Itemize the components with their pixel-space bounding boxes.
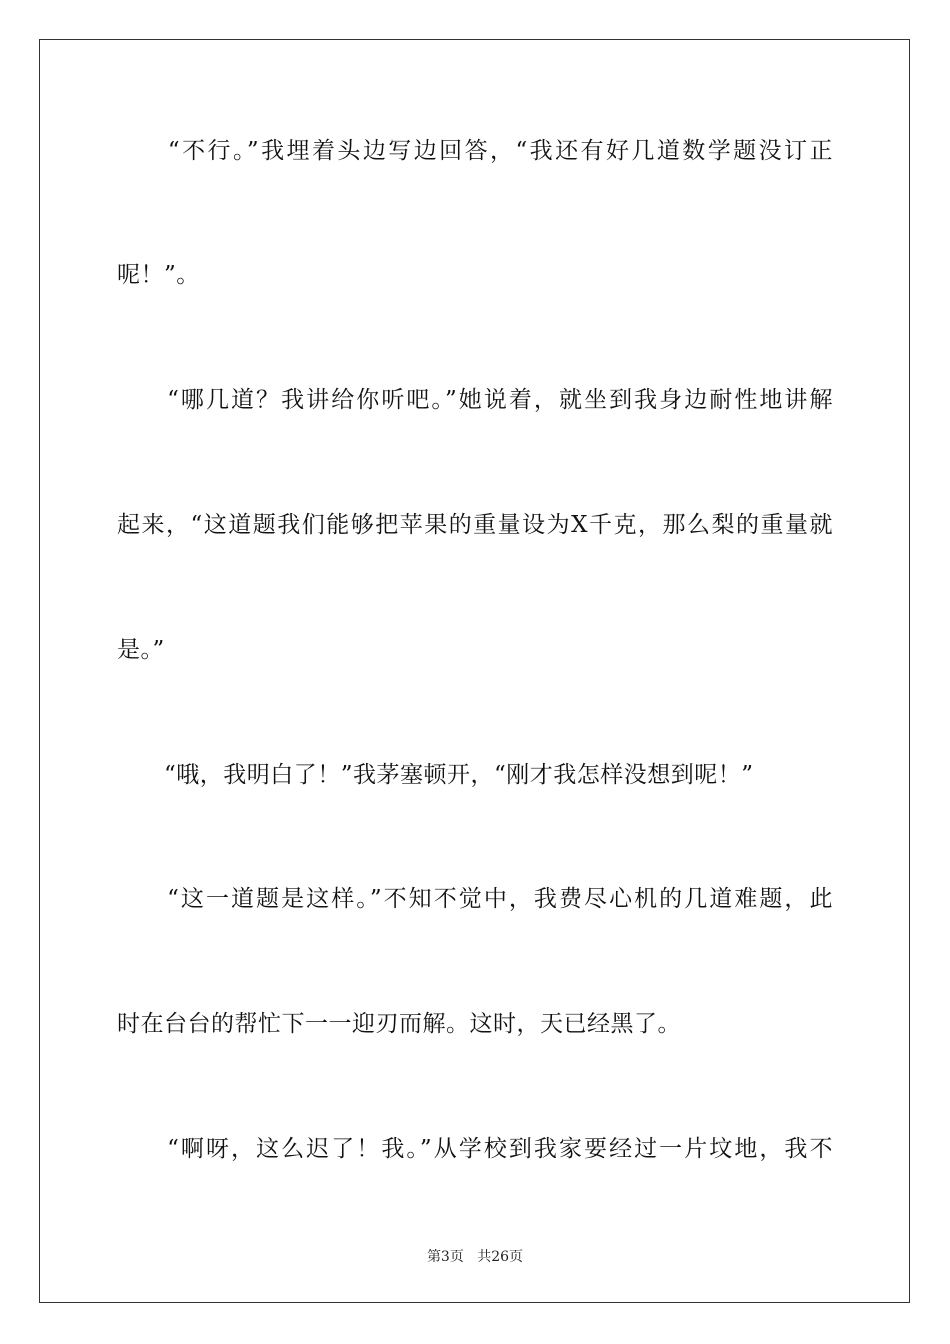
text-line-2: 呢！”。	[117, 262, 200, 288]
text-line-7: “这一道题是这样。”不知不觉中，我费尽心机的几道难题，此	[117, 886, 833, 912]
text-line-9: “啊呀，这么迟了！我。”从学校到我家要经过一片坟地，我不	[117, 1136, 833, 1162]
page-total: 共26页	[477, 1249, 524, 1265]
text-line-4: 起来，“这道题我们能够把苹果的重量设为X千克，那么梨的重量就	[117, 512, 833, 538]
page-number: 第3页	[426, 1249, 464, 1265]
text-line-1: “不行。”我埋着头边写边回答，“我还有好几道数学题没订正	[117, 138, 833, 164]
page-border	[39, 39, 910, 1303]
text-line-8: 时在台台的帮忙下一一迎刃而解。这时，天已经黑了。	[117, 1011, 681, 1037]
text-line-5: 是。”	[117, 637, 165, 663]
text-line-3: “哪几道？我讲给你听吧。”她说着，就坐到我身边耐性地讲解	[117, 387, 833, 413]
page-footer	[0, 1248, 950, 1266]
text-line-6: “哦，我明白了！”我茅塞顿开，“刚才我怎样没想到呢！”	[117, 762, 754, 788]
